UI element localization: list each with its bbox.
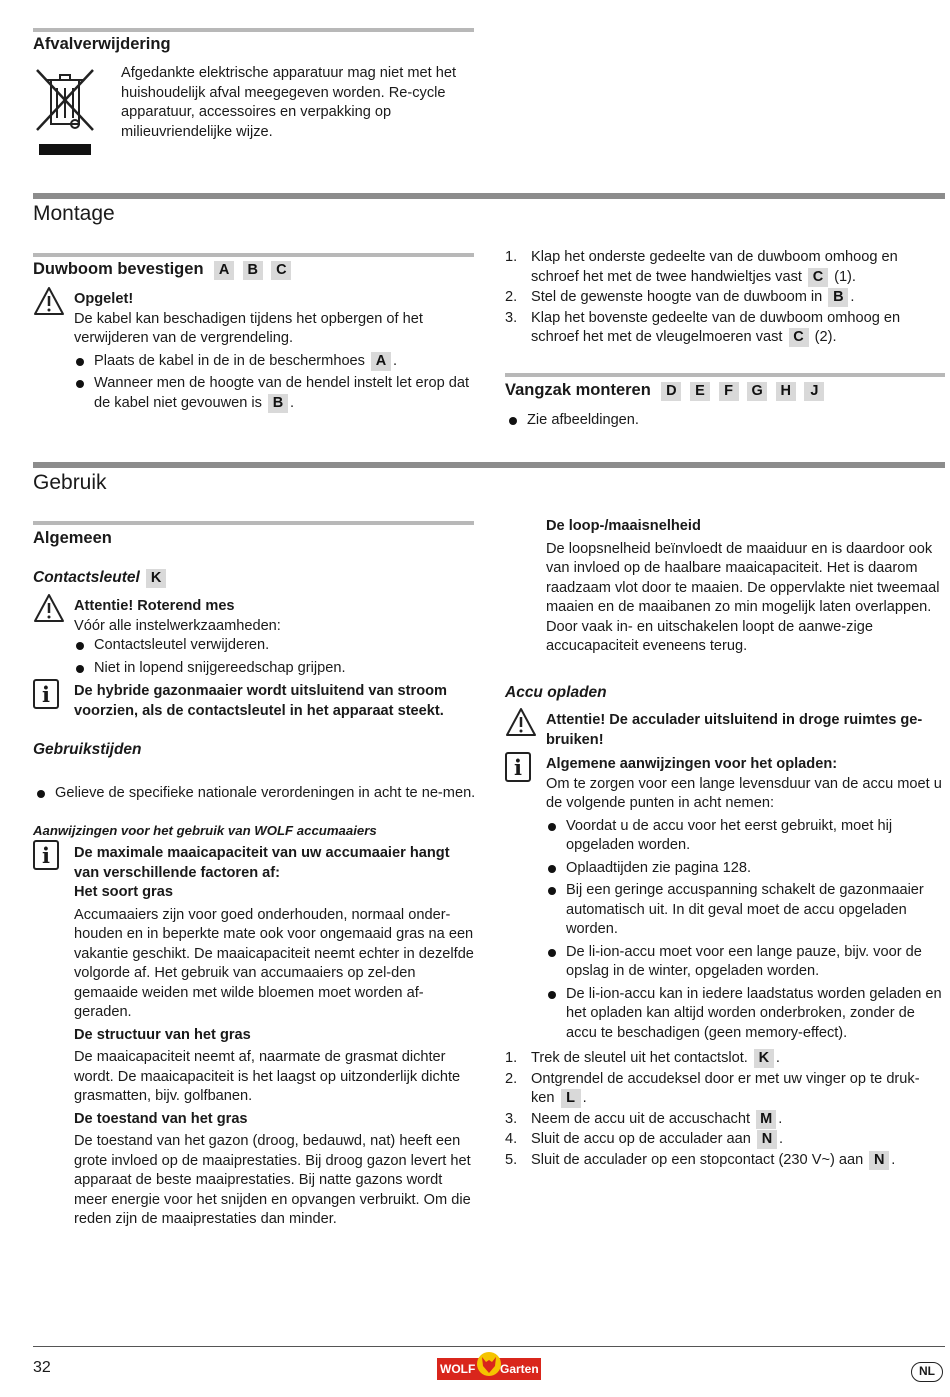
handle-warning xyxy=(74,290,474,413)
figure-badge: B xyxy=(828,288,848,307)
key-info: De hybride gazonmaaier wordt uitsluitend van stroom voorzien, als de contactsleutel in het apparaat steekt. xyxy=(74,683,448,719)
warning-icon xyxy=(33,593,65,623)
figure-badge: K xyxy=(146,569,166,588)
step-number: 4. xyxy=(505,1131,518,1147)
list-item-text: Niet in lopend snijgereedschap grijpen. xyxy=(94,659,346,676)
list-item xyxy=(507,411,927,431)
step-number: 5. xyxy=(505,1151,518,1168)
figure-badge: A xyxy=(371,352,391,371)
figure-badge: C xyxy=(271,261,291,280)
step-text: Trek de sleutel uit het contactslot. xyxy=(531,1050,748,1066)
charging-info xyxy=(546,755,946,1043)
step-item xyxy=(505,1070,925,1109)
paragraph: De loopsnelheid beïnvloedt de maaiduur en is daardoor ook van invloed op de haalbare maaicapaciteit. Het is daarom raadzaam vlot door te maaien. De oppervlakte niet tweemaal maaien en de maaibanen zo min mogelijk laten overlappen. Door vaak in- en uitschakelen loopt de aanwe-zige accucapaciteit eveneens terug. xyxy=(546,540,940,654)
section-rule xyxy=(33,462,945,468)
step-suffix: . xyxy=(778,1131,783,1147)
section-rule xyxy=(33,28,474,32)
language-badge: NL xyxy=(911,1362,943,1382)
step-text: Sluit de acculader op een stopcontact (230 V~) aan xyxy=(531,1151,864,1168)
key-title-text: Contactsleutel xyxy=(33,569,140,586)
figure-badge: B xyxy=(268,394,288,413)
list-item xyxy=(546,881,946,940)
list-item-text: Gelieve de specifieke nationale verordeningen in acht te ne-men. xyxy=(55,784,476,801)
list-item-text: De li-ion-accu moet voor een lange pauze, bijv. voor de opslag in de winter, opgeladen worden. xyxy=(566,943,922,979)
list-item: Wanneer men de hoogte van de hendel instelt let erop dat de kabel niet gevouwen is B . xyxy=(74,374,474,413)
figure-badge: H xyxy=(776,382,796,401)
step-number: 2. xyxy=(505,289,518,305)
handle-title xyxy=(33,258,293,280)
list-item-text: Oplaadtijden zie pagina 128. xyxy=(566,859,751,876)
wolf-head-icon xyxy=(477,1352,501,1376)
step-text: Neem de accu uit de accuschacht xyxy=(531,1110,751,1127)
list-item-text: Plaats de kabel in de in de beschermhoes xyxy=(94,352,365,369)
tips-title: Aanwijzingen voor het gebruik van WOLF accumaaiers xyxy=(33,823,377,838)
list-item xyxy=(546,817,946,856)
figure-badge: F xyxy=(719,382,739,401)
figure-badge: G xyxy=(747,382,767,401)
subheading: De structuur van het gras xyxy=(74,1026,251,1043)
figure-badge: D xyxy=(661,382,681,401)
list-item-text: Voordat u de accu voor het eerst gebruikt, moet hij opgeladen worden. xyxy=(566,817,893,853)
paragraph: De toestand van het gazon (droog, bedauwd, nat) heeft een grote invloed op de maaiprestaties. Bij droog gazon levert het apparaat de beste maaiprestaties. Bij natte gazons wordt meer energie voor het snijden en opvangen verbruikt. Om die reden zijn de maaiprestaties dan minder. xyxy=(74,1133,471,1227)
figure-badge: M xyxy=(756,1110,776,1129)
warning-title: Attentie! Roterend mes xyxy=(74,598,235,614)
handle-steps xyxy=(505,248,925,348)
montage-title: Montage xyxy=(33,202,115,225)
info-icon: i xyxy=(505,752,531,782)
list-item-text: Contactsleutel verwijderen. xyxy=(94,637,270,653)
list-item-text: Zie afbeeldingen. xyxy=(527,412,639,428)
list-item-text: Bij een geringe accuspanning schakelt de gazonmaaier automatisch uit. In dit geval moet de accu opgeladen worden. xyxy=(566,882,924,937)
warning-text: Vóór alle instelwerkzaamheden: xyxy=(74,617,281,634)
step-suffix: . xyxy=(850,289,855,305)
page-number: 32 xyxy=(33,1359,51,1376)
step-item xyxy=(505,1130,925,1150)
step-number: 1. xyxy=(505,1050,518,1066)
disposal-text: Afgedankte elektrische apparatuur mag niet met het huishoudelijk afval meegegeven worden. Re-cycle apparatuur, accessoires en verpakking op milieuvriendelijke wijze. xyxy=(121,65,457,140)
figure-badge: C xyxy=(789,328,809,347)
list-item xyxy=(546,859,946,879)
warning-icon xyxy=(33,286,65,316)
logo-text-left: WOLF xyxy=(440,1362,476,1376)
logo-text-right: Garten xyxy=(500,1362,539,1376)
footer-rule xyxy=(33,1346,945,1347)
figure-badge: N xyxy=(757,1130,777,1149)
step-item xyxy=(505,1110,925,1130)
warning-title: Opgelet! xyxy=(74,291,134,307)
catcher-title xyxy=(505,379,826,401)
warning-icon xyxy=(505,707,537,737)
subheading: Het soort gras xyxy=(74,884,173,900)
figure-badge: C xyxy=(808,268,828,287)
tips-info: De maximale maaicapaciteit van uw accumaaier hangt van verschillende factoren af: xyxy=(74,845,450,881)
step-suffix: (2). xyxy=(814,329,837,345)
step-text: Ontgrendel de accudeksel door er met uw vinger op te druk-ken xyxy=(531,1070,920,1106)
list-item: Plaats de kabel in de in de beschermhoes A . xyxy=(74,352,474,372)
list-item-text: De li-ion-accu kan in iedere laadstatus worden geladen en het opladen kan altijd worden onderbroken, zonder de accu te beschadigen (geen memory-effect). xyxy=(566,985,942,1041)
weee-bin-icon xyxy=(33,66,97,158)
figure-badge: L xyxy=(561,1089,581,1108)
step-suffix: (1). xyxy=(834,268,856,285)
figure-badge: N xyxy=(869,1151,889,1170)
disposal-title: Afvalverwijdering xyxy=(33,35,171,53)
charging-warning: Attentie! De acculader uitsluitend in droge ruimtes ge-bruiken! xyxy=(546,712,923,748)
figure-badge: B xyxy=(243,261,263,280)
step-suffix: . xyxy=(778,1110,783,1127)
step-item xyxy=(505,288,925,308)
section-rule xyxy=(505,373,945,377)
section-rule xyxy=(33,253,474,257)
step-suffix: . xyxy=(582,1090,587,1106)
list-item xyxy=(35,784,495,804)
key-warning xyxy=(74,597,474,678)
step-item xyxy=(505,309,925,348)
handle-title-text: Duwboom bevestigen xyxy=(33,260,204,278)
catcher-title-text: Vangzak monteren xyxy=(505,381,651,399)
list-item xyxy=(74,659,474,679)
list-item xyxy=(546,943,946,982)
step-text: Klap het bovenste gedeelte van de duwboom omhoog en schroef het met de vleugelmoeren vast xyxy=(531,309,901,345)
list-item xyxy=(546,985,946,1044)
charging-steps xyxy=(505,1049,925,1170)
list-item-text: Wanneer men de hoogte van de hendel instelt let erop dat de kabel niet gevouwen is xyxy=(94,375,470,411)
warning-text: De kabel kan beschadigen tijdens het opbergen of het verwijderen van de vergrendeling. xyxy=(74,310,423,346)
list-item xyxy=(74,636,474,656)
speed-block xyxy=(546,517,946,657)
paragraph: De maaicapaciteit neemt af, naarmate de grasmat dichter wordt. De maaicapaciteit is het laagst op uitzonderlijk dichte grasmatten, bijv. golfbanen. xyxy=(74,1049,461,1104)
info-icon: i xyxy=(33,679,59,709)
info-icon: i xyxy=(33,840,59,870)
subheading: De toestand van het gras xyxy=(74,1110,248,1127)
tips-content xyxy=(74,844,474,1230)
step-number: 3. xyxy=(505,309,518,326)
step-text: Sluit de accu op de acculader aan xyxy=(531,1131,751,1147)
paragraph: Accumaaiers zijn voor goed onderhouden, normaal onder-houden en in beperkte mate ook voor ongemaaid gras na een vakantie geschikt. De maaicapaciteit neemt echter in dezelfde volgorde af. Het gebruik van accumaaiers op zel-den gemaaide weiden met wilde bloemen moet worden af-geraden. xyxy=(74,906,474,1020)
step-item xyxy=(505,1049,925,1069)
step-number: 1. xyxy=(505,249,518,265)
figure-badge: J xyxy=(804,382,824,401)
section-rule xyxy=(33,521,474,525)
step-text: Klap het onderste gedeelte van de duwboom omhoog en schroef het met de twee handwieltjes vast xyxy=(531,249,898,285)
info-title: Algemene aanwijzingen voor het opladen: xyxy=(546,756,838,772)
times-title: Gebruikstijden xyxy=(33,741,142,758)
step-suffix: . xyxy=(775,1050,780,1066)
step-item xyxy=(505,248,925,287)
step-item xyxy=(505,1151,925,1171)
figure-badge: K xyxy=(754,1049,774,1068)
general-title: Algemeen xyxy=(33,529,112,547)
figure-badge: A xyxy=(214,261,234,280)
charging-title: Accu opladen xyxy=(505,684,607,701)
subheading: De loop-/maaisnelheid xyxy=(546,518,701,534)
use-title: Gebruik xyxy=(33,471,107,494)
step-number: 3. xyxy=(505,1110,518,1127)
figure-badge: E xyxy=(690,382,710,401)
section-rule xyxy=(33,193,945,199)
info-text: Om te zorgen voor een lange levensduur van de accu moet u de volgende punten in acht nemen: xyxy=(546,775,942,811)
step-suffix: . xyxy=(891,1151,896,1168)
step-number: 2. xyxy=(505,1070,518,1087)
step-text: Stel de gewenste hoogte van de duwboom in xyxy=(531,289,823,305)
key-title xyxy=(33,568,168,588)
wolf-garten-logo xyxy=(437,1352,541,1382)
